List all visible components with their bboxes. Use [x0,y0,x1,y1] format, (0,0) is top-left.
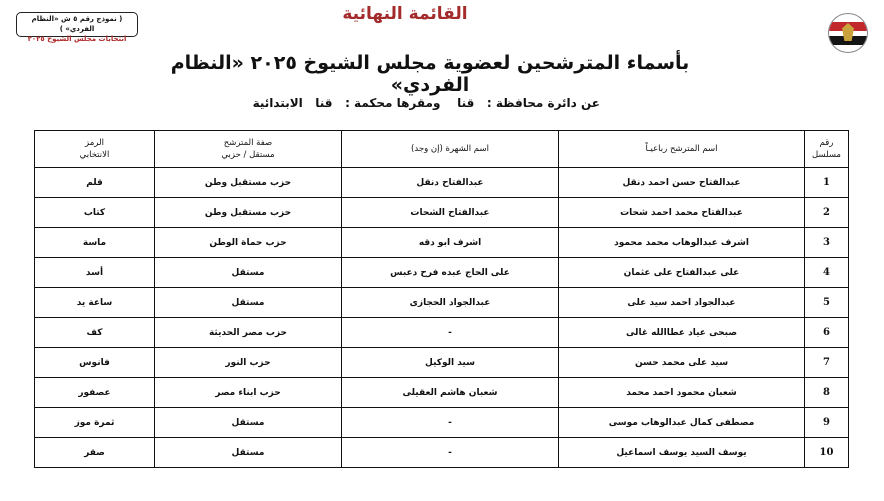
cell-symbol: عصفور [35,378,155,408]
cell-fame: على الحاج عبده فرح دعبس [342,258,559,288]
cell-symbol: فانوس [35,348,155,378]
cell-fame: - [342,438,559,468]
cell-serial: 6 [805,318,849,348]
cell-name: اشرف عبدالوهاب محمد محمود [559,228,805,258]
header-status-line2: مستقل / حزبي [221,150,275,160]
table-row [35,288,849,318]
table-row [35,198,849,228]
cell-serial: 4 [805,258,849,288]
header-symbol-line1: الرمز [85,138,104,148]
header-status [155,131,342,168]
table-row [35,258,849,288]
table-row [35,168,849,198]
cell-status: مستقل [155,408,342,438]
cell-symbol: صقر [35,438,155,468]
table-header-row [35,131,849,168]
cell-name: عبدالجواد احمد سيد على [559,288,805,318]
cell-serial: 2 [805,198,849,228]
header-serial [805,131,849,168]
cell-status: حزب مصر الحديثة [155,318,342,348]
election-name-label: انتخابات مجلس الشيوخ ٢٠٢٥ [27,35,127,43]
cell-status: حزب النور [155,348,342,378]
page-title: بأسماء المترشحين لعضوية مجلس الشيوخ ٢٠٢٥ «النظام الفردي» [170,52,690,96]
cell-fame: شعبان هاشم العقيلى [342,378,559,408]
table-row [35,378,849,408]
final-list-title: القائمة النهائية [342,4,468,24]
cell-serial: 10 [805,438,849,468]
header-name: اسم المترشح رباعيـاً [559,131,805,168]
cell-serial: 8 [805,378,849,408]
cell-symbol: ساعة يد [35,288,155,318]
cell-symbol: كف [35,318,155,348]
constituency-subtitle: عن دائرة محافظة : قنا ومقرها محكمة : قنا الابتدائية [252,96,600,110]
cell-status: حزب مستقبل وطن [155,198,342,228]
form-number-box [16,12,138,43]
cell-status: مستقل [155,288,342,318]
table-row [35,228,849,258]
table-row [35,318,849,348]
cell-status: مستقل [155,258,342,288]
cell-fame: - [342,408,559,438]
cell-fame: - [342,318,559,348]
header-fame: اسم الشهرة (إن وجد) [342,131,559,168]
cell-serial: 1 [805,168,849,198]
cell-name: صبحى عياد عطاالله غالى [559,318,805,348]
cell-name: مصطفى كمال عبدالوهاب موسى [559,408,805,438]
header-symbol [35,131,155,168]
cell-name: سيد على محمد حسن [559,348,805,378]
cell-serial: 5 [805,288,849,318]
cell-symbol: كتاب [35,198,155,228]
cell-fame: عبدالفتاح الشحات [342,198,559,228]
cell-status: حزب ابناء مصر [155,378,342,408]
cell-name: شعبان محمود احمد محمد [559,378,805,408]
cell-fame: سيد الوكيل [342,348,559,378]
cell-status: حزب حماة الوطن [155,228,342,258]
cell-fame: اشرف ابو دقه [342,228,559,258]
candidates-table [34,130,849,468]
cell-serial: 3 [805,228,849,258]
table-row [35,408,849,438]
cell-status: حزب مستقبل وطن [155,168,342,198]
cell-name: عبدالفتاح محمد احمد شحات [559,198,805,228]
table-row [35,348,849,378]
cell-symbol: أسد [35,258,155,288]
header-symbol-line2: الانتخابي [79,150,110,160]
form-number-label: ( نموذج رقم ٥ ش «النظام الفردي» ) [31,15,123,33]
cell-symbol: قلم [35,168,155,198]
cell-name: على عبدالفتاح على عثمان [559,258,805,288]
egypt-eagle-emblem-icon [828,13,868,53]
cell-symbol: ماسة [35,228,155,258]
cell-fame: عبدالفتاح دنقل [342,168,559,198]
cell-name: عبدالفتاح حسن احمد دنقل [559,168,805,198]
cell-serial: 7 [805,348,849,378]
header-serial-line2: مسلسل [812,150,841,160]
cell-serial: 9 [805,408,849,438]
cell-symbol: ثمرة موز [35,408,155,438]
cell-name: يوسف السيد يوسف اسماعيل [559,438,805,468]
table-row [35,438,849,468]
cell-status: مستقل [155,438,342,468]
header-serial-line1: رقم [819,138,834,148]
header-status-line1: صفة المترشح [223,138,273,148]
cell-fame: عبدالجواد الحجازى [342,288,559,318]
